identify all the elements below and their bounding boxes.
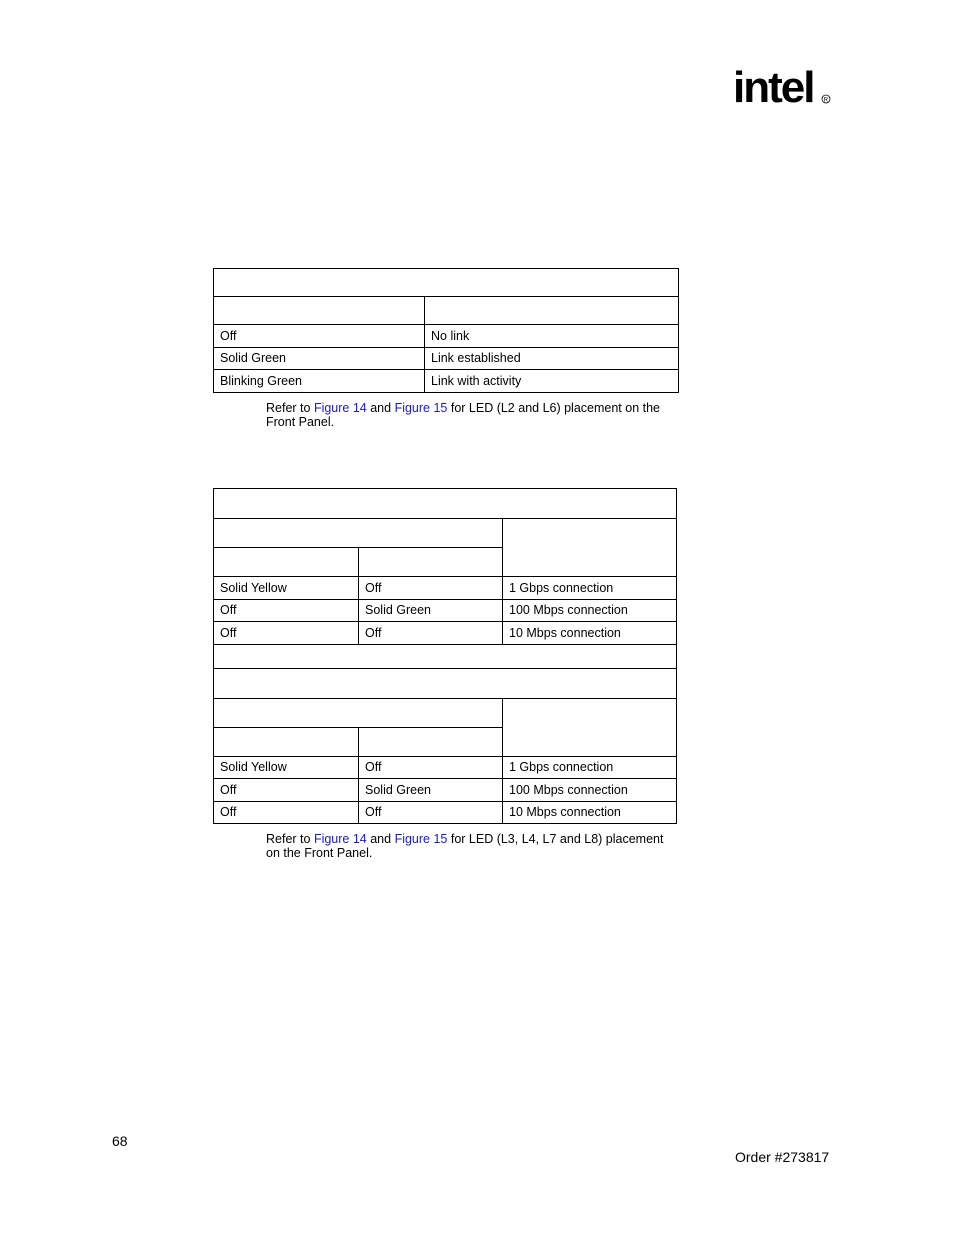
note-text: and <box>366 401 395 415</box>
figure-14-link[interactable]: Figure 14 <box>313 401 367 415</box>
note-text: for LED (L3, L4, L7 and L8) placement on the Front Panel. <box>266 832 664 860</box>
table1-note <box>266 401 676 429</box>
table-row <box>214 325 679 348</box>
table-row <box>214 756 677 779</box>
led-state-cell: Off <box>359 801 503 824</box>
description-cell: Link established <box>425 347 679 370</box>
led-state-cell: Off <box>359 622 503 645</box>
table2-note <box>266 832 676 860</box>
table-title-cell <box>214 668 677 698</box>
header-cell <box>214 727 359 756</box>
led-state-cell: Off <box>214 801 359 824</box>
table-title-cell <box>214 489 677 519</box>
page-number: 68 <box>112 1133 128 1149</box>
table-row <box>214 577 677 600</box>
led-table-speed <box>213 488 677 824</box>
note-text: and <box>366 832 395 846</box>
description-cell: 10 Mbps connection <box>503 622 677 645</box>
led-state-cell: Off <box>214 779 359 802</box>
intel-logo-text: intel <box>733 63 814 112</box>
table-title-row <box>214 489 677 519</box>
led-state-cell: Off <box>214 325 425 348</box>
description-cell: Link with activity <box>425 370 679 393</box>
intel-logo <box>733 62 833 118</box>
description-cell: 10 Mbps connection <box>503 801 677 824</box>
figure-14-link[interactable]: Figure 14 <box>313 832 367 846</box>
header-cell <box>359 548 503 577</box>
description-cell: 100 Mbps connection <box>503 779 677 802</box>
note-text: Refer to <box>266 832 314 846</box>
led-state-cell: Solid Green <box>359 779 503 802</box>
led-state-cell: Off <box>214 622 359 645</box>
description-cell: 100 Mbps connection <box>503 599 677 622</box>
table-row <box>214 370 679 393</box>
table-row <box>214 801 677 824</box>
led-state-cell: Solid Green <box>214 347 425 370</box>
spacer-cell <box>214 644 677 668</box>
table-spacer-row <box>214 644 677 668</box>
description-cell: No link <box>425 325 679 348</box>
table-header-row <box>214 519 677 548</box>
led-table-link <box>213 268 679 393</box>
table-row <box>214 599 677 622</box>
led-state-cell: Off <box>359 577 503 600</box>
header-cell <box>214 297 425 325</box>
table-header-row <box>214 297 679 325</box>
header-cell <box>359 727 503 756</box>
figure-15-link[interactable]: Figure 15 <box>394 401 448 415</box>
order-number: Order #273817 <box>735 1149 830 1165</box>
table-row <box>214 347 679 370</box>
led-state-cell: Off <box>359 756 503 779</box>
note-text: Refer to <box>266 401 314 415</box>
header-cell <box>214 548 359 577</box>
table-row <box>214 779 677 802</box>
header-cell <box>503 519 677 577</box>
table-title-cell <box>214 269 679 297</box>
description-cell: 1 Gbps connection <box>503 577 677 600</box>
description-cell: 1 Gbps connection <box>503 756 677 779</box>
table-header-row <box>214 698 677 727</box>
registered-mark: R <box>823 97 829 104</box>
led-state-cell: Off <box>214 599 359 622</box>
led-state-cell: Solid Yellow <box>214 756 359 779</box>
led-state-cell: Solid Yellow <box>214 577 359 600</box>
figure-15-link[interactable]: Figure 15 <box>394 832 448 846</box>
header-cell <box>503 698 677 756</box>
table-title-row <box>214 269 679 297</box>
led-state-cell: Solid Green <box>359 599 503 622</box>
note-text: for LED (L2 and L6) placement on the Front Panel. <box>266 401 661 429</box>
led-state-cell: Blinking Green <box>214 370 425 393</box>
header-cell <box>214 519 503 548</box>
header-cell <box>214 698 503 727</box>
table-title-row <box>214 668 677 698</box>
table-row <box>214 622 677 645</box>
header-cell <box>425 297 679 325</box>
